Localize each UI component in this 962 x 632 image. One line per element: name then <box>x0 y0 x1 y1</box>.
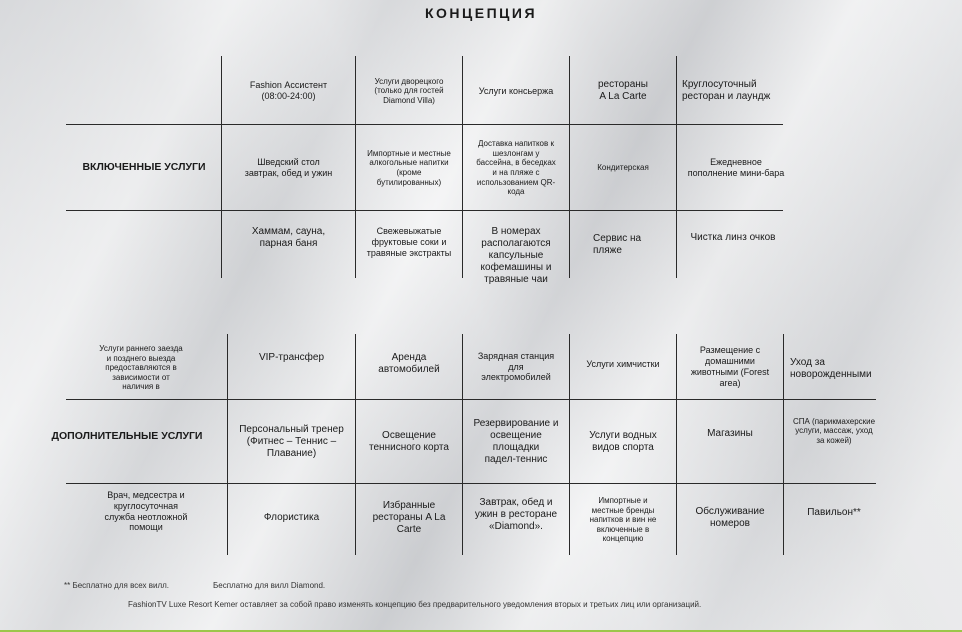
footnote-all-villas: ** Бесплатно для всех вилл. <box>64 581 169 590</box>
service-cell: В номерах располагаются капсульные кофемашины и травяные чаи <box>480 226 552 284</box>
service-cell: Флористика <box>263 512 320 523</box>
disclaimer: FashionTV Luxe Resort Kemer оставляет за собой право изменять концепцию без предварительного уведомления вторых и третьих лиц или организаций. <box>128 600 702 609</box>
service-cell: Услуги дворецкого (только для гостей Diamond Villa) <box>374 76 444 105</box>
row-divider <box>66 483 876 484</box>
service-cell: Кондитерская <box>597 163 649 173</box>
service-cell: Магазины <box>707 428 753 439</box>
service-cell: Хаммам, сауна, парная баня <box>251 226 326 249</box>
service-cell: Врач, медсестра и круглосуточная служба неотложной помощи <box>104 490 188 533</box>
service-cell: Завтрак, обед и ужин в ресторане «Diamond». <box>474 497 558 532</box>
service-cell: Услуги раннего заезда и позднего выезда предоставляются в зависимости от наличия в <box>99 344 183 392</box>
row-divider <box>66 399 876 400</box>
service-cell: рестораны A La Carte <box>598 79 648 102</box>
included-heading: ВКЛЮЧЕННЫЕ УСЛУГИ <box>82 161 206 173</box>
footnote-diamond-villas: Бесплатно для вилл Diamond. <box>213 581 326 590</box>
service-cell: Доставка напитков к шезлонгам у бассейна, в беседках и на пляже с использованием QR- кода <box>476 139 556 197</box>
service-cell: Свежевыжатые фруктовые соки и травяные экстракты <box>366 226 452 258</box>
service-cell: Размещение с домашними животными (Forest area) <box>690 345 770 388</box>
additional-heading: ДОПОЛНИТЕЛЬНЫЕ УСЛУГИ <box>51 430 203 442</box>
service-cell: Услуги водных видов спорта <box>589 430 657 453</box>
service-cell: Услуги химчистки <box>586 358 660 369</box>
service-cell: Освещение теннисного корта <box>369 430 449 453</box>
service-cell: Импортные и местные бренды напитков и вин не включенные в концепцию <box>589 496 657 544</box>
service-cell: Персональный тренер (Фитнес – Теннис – Плавание) <box>239 424 344 459</box>
service-cell: Шведский стол завтрак, обед и ужин <box>244 157 333 178</box>
service-cell: Круглосуточный ресторан и лаундж <box>682 79 771 102</box>
service-cell: Ежедневное пополнение мини-бара <box>687 157 785 178</box>
service-cell: СПА (парикмахерские услуги, массаж, уход за кожей) <box>792 416 876 445</box>
service-cell: Зарядная станция для электромобилей <box>477 350 555 383</box>
service-cell: Fashion Ассистент (08:00-24:00) <box>249 80 328 101</box>
service-cell: Импортные и местные алкогольные напитки (кроме бутилированных) <box>367 148 451 187</box>
service-cell: Сервис на пляже <box>593 233 642 256</box>
service-cell: Чистка линз очков <box>690 232 776 243</box>
page-title: КОНЦЕПЦИЯ <box>424 5 538 21</box>
service-cell: Аренда автомобилей <box>378 352 440 375</box>
service-cell: Обслуживание номеров <box>695 506 765 529</box>
service-cell: Избранные рестораны A La Carte <box>372 500 446 535</box>
service-cell: Уход за новорожденными <box>790 357 872 380</box>
service-cell: Павильон** <box>807 507 861 518</box>
service-cell: Резервирование и освещение площадки падел-теннис <box>473 418 559 465</box>
service-cell: VIP-трансфер <box>258 352 325 363</box>
service-cell: Услуги консьержа <box>478 85 554 96</box>
